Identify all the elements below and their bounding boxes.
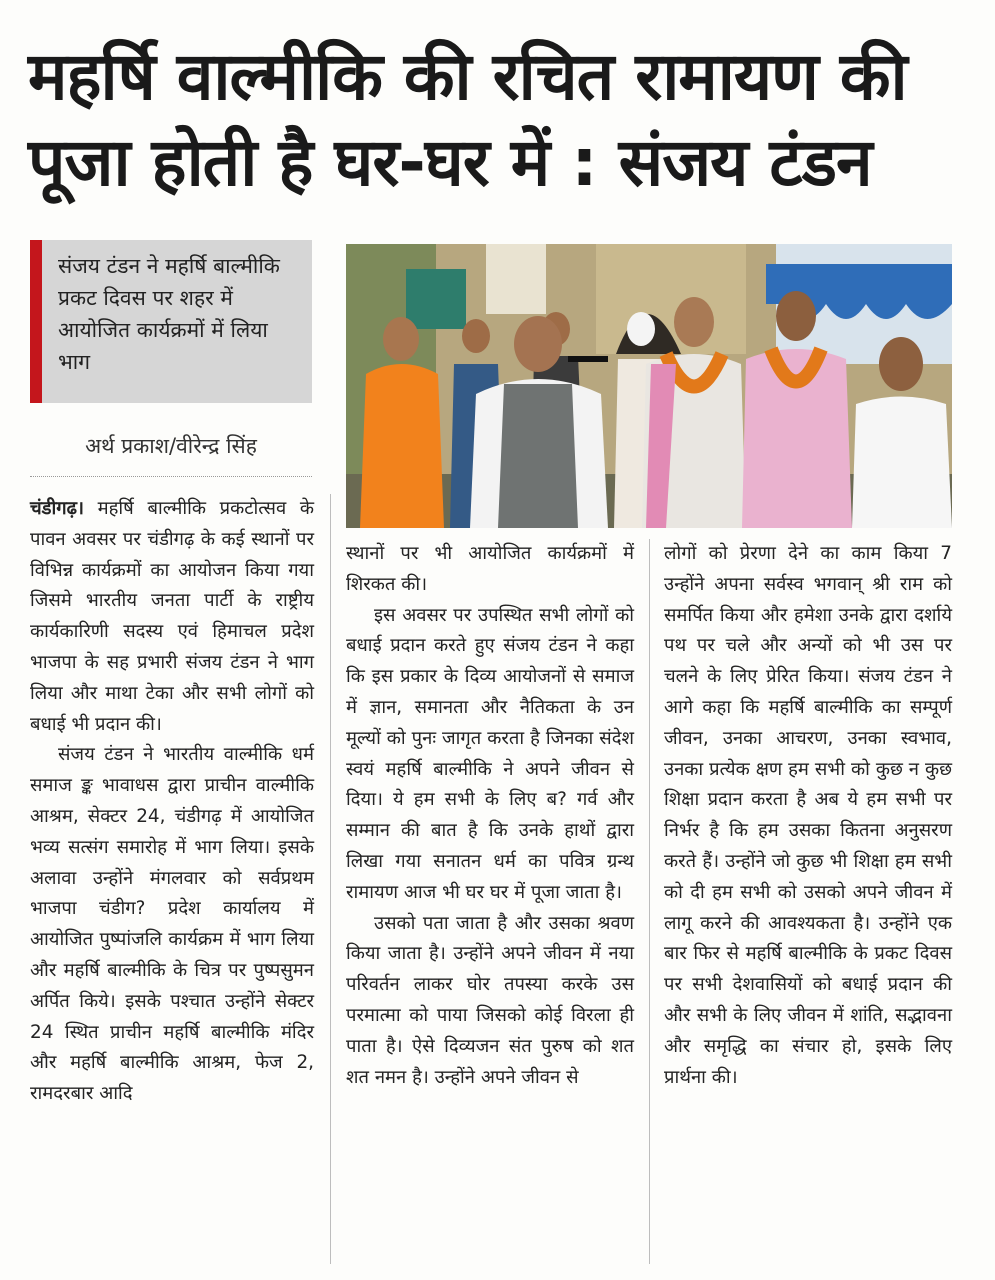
article-paragraph	[30, 494, 314, 740]
article-paragraph: उसको पता जाता है और उसका श्रवण किया जाता है। उन्होंने अपने जीवन में नया परिवर्तन लाकर घोर तपस्या करके उस परमात्मा को पाया जिसको कोई विरला ही पाता है। ऐसे दिव्यजन संत पुरुष को शत शत नमन है। उन्होंने अपने जीवन से	[346, 912, 634, 1088]
dateline: चंडीगढ़।	[30, 498, 84, 519]
article-paragraph: संजय टंडन ने भारतीय वाल्मीकि धर्म समाज ङ्क भावाधस द्वारा प्राचीन वाल्मीकि आश्रम, सेक्टर 24, चंडीगढ़ में आयोजित भव्य सत्संग समारोह में भाग लिया। इसके अलावा उन्होंने मंगलवार को सर्वप्रथम भाजपा चंडीग? प्रदेश कार्यालय में आयोजित पुष्पांजलि कार्यक्रम में भाग लिया और महर्षि बाल्मीकि के चित्र पर पुष्पसुमन अर्पित किये। इसके पश्चात उन्होंने सेक्टर 24 स्थित प्राचीन महर्षि बाल्मीकि मंदिर और महर्षि बाल्मीकि आश्रम, फेज 2, रामदरबार आदि	[30, 744, 314, 1105]
article-paragraph: लोगों को प्रेरणा देने का काम किया 7 उन्होंने अपना सर्वस्व भगवान् श्री राम को समर्पित किया और हमेशा उनके द्वारा दर्शाये पथ पर चले और अन्यों को भी उस पर चलने के लिए प्रेरित किया। संजय टंडन ने आगे कहा कि महर्षि बाल्मीकि का सम्पूर्ण जीवन, उनका आचरण, उनका स्वभाव, उनका प्रत्येक क्षण हम सभी को कुछ न कुछ शिक्षा प्रदान करता है अब ये हम सभी पर निर्भर है कि हम उसका कितना अनुसरण करते हैं। उन्होंने जो कुछ भी शिक्षा हम सभी को दी हम सभी को उसको अपने जीवन में लागू करने की आवश्यकता है। उन्होंने एक बार फिर से महर्षि बाल्मीकि के प्रकट दिवस पर सभी देशवासियों को बधाई प्रदान की और सभी के लिए जीवन में शांति, सद्भावना और समृद्धि का संचार हो, इसके लिए प्रार्थना की।	[664, 543, 952, 1088]
column-divider	[330, 494, 331, 1264]
article-column-1	[30, 494, 314, 1110]
headline-line-2: पूजा होती है घर-घर में : संजय टंडन	[28, 124, 872, 201]
byline: अर्थ प्रकाश/वीरेन्द्र सिंह	[85, 434, 257, 458]
headline	[28, 34, 973, 206]
article-paragraph: इस अवसर पर उपस्थित सभी लोगों को बधाई प्रदान करते हुए संजय टंडन ने कहा कि इस प्रकार के दिव्य आयोजनों से समाज में ज्ञान, समानता और नैतिकता के उन मूल्यों को पुनः जागृत करता है जिनका संदेश स्वयं महर्षि बाल्मीकि ने अपने जीवन से दिया। ये हम सभी के लिए ब? गर्व और सम्मान की बात है कि उनके हाथों द्वारा लिखा गया सनातन धर्म का पवित्र ग्रन्थ रामायण आज भी घर घर में पूजा जाता है।	[346, 604, 634, 903]
byline-divider	[30, 476, 312, 477]
summary-box	[30, 240, 312, 403]
news-photo	[346, 244, 952, 528]
article-column-3	[664, 539, 952, 1093]
article-paragraph-text: महर्षि बाल्मीकि प्रकटोत्सव के पावन अवसर पर चंडीगढ़ के कई स्थानों पर विभिन्न कार्यक्रमों का आयोजन किया गया जिसमे भारतीय जनता पार्टी के राष्ट्रीय कार्यकारिणी सदस्य एवं हिमाचल प्रदेश भाजपा के सह प्रभारी संजय टंडन ने भाग लिया और माथा टेका और सभी लोगों को बधाई भी प्रदान की।	[30, 498, 314, 735]
headline-line-1: महर्षि वाल्मीकि की रचित रामायण की	[28, 38, 907, 115]
summary-text: संजय टंडन ने महर्षि बाल्मीकि प्रकट दिवस पर शहर में आयोजित कार्यक्रमों में लिया भाग	[58, 254, 280, 374]
event-photo-illustration	[346, 244, 952, 528]
article-paragraph: स्थानों पर भी आयोजित कार्यक्रमों में शिरकत की।	[346, 543, 634, 595]
article-column-2	[346, 539, 634, 1093]
column-divider	[649, 539, 650, 1264]
